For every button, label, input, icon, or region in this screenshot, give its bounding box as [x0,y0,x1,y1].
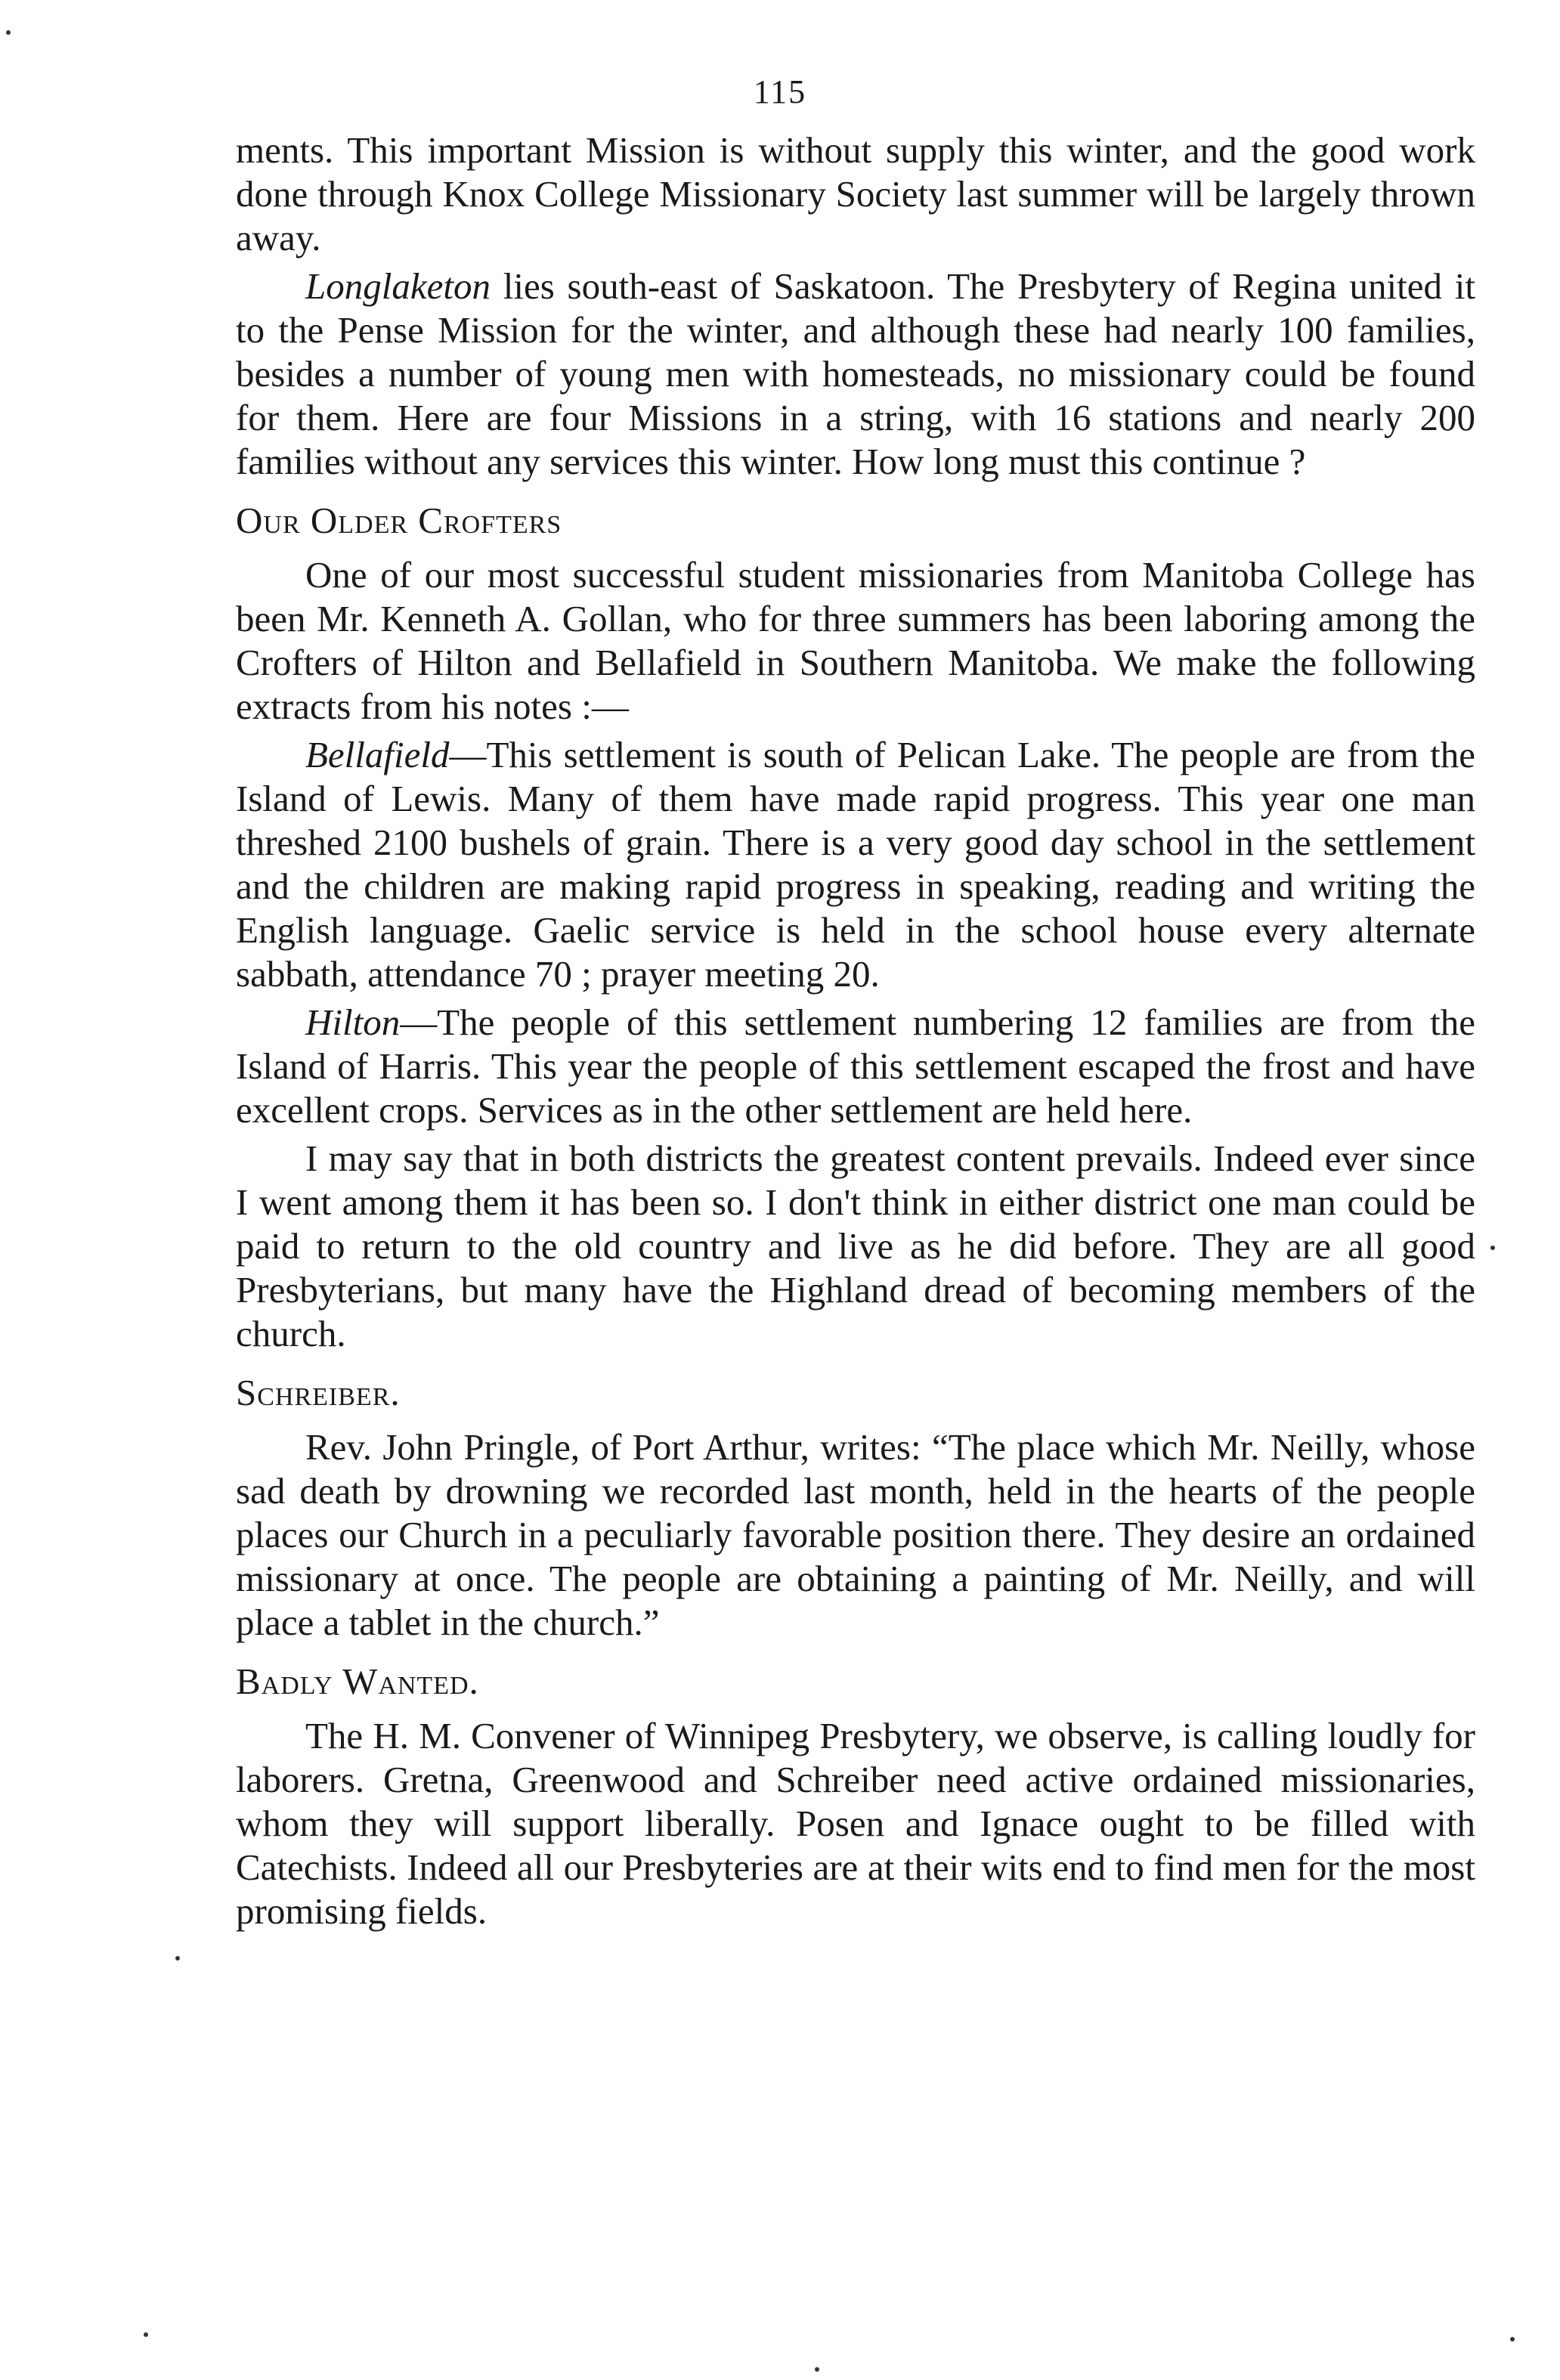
section-heading-older-crofters: Our Older Crofters [236,500,562,541]
place-name-hilton: Hilton [305,1001,401,1043]
paragraph-text: I may say that in both districts the greatest content prevails. Indeed ever since I went among them it has been so. I don't think in either district one man could be paid to return to the old country and live as he did before. They are all good Presbyterians, but many have the Highland dread of becoming members of the church. [236,1137,1475,1354]
paragraph-pringle [236,1425,1475,1645]
paragraph-content [236,1137,1475,1356]
paragraph-bellafield [236,733,1475,996]
paragraph-text: The H. M. Convener of Winnipeg Presbytery, we observe, is calling loudly for laborers. Gretna, Greenwood and Schreiber need active ordained missionaries, whom they will support liberally. Posen and Ignace ought to be filled with Catechists. Indeed all our Presbyteries are at their wits end to find men for the most promising fields. [236,1715,1475,1932]
paragraph-longlaketon [236,265,1475,484]
paragraph-continuation [236,128,1475,260]
section-heading-schreiber: Schreiber. [236,1372,401,1413]
section-heading-badly-wanted: Badly Wanted. [236,1660,479,1702]
page-number: 115 [753,73,807,110]
paragraph-text: —The people of this settlement numbering 12 families are from the Island of Harris. This year the people of this settlement escaped the frost and have excellent crops. Services as in the other settlement are held here. [236,1001,1475,1131]
paragraph-text: —This settlement is south of Pelican Lake. The people are from the Island of Lewis. Many of them have made rapid progress. This year one man threshed 2100 bushels of grain. There is a very good day school in the settlement and the children are making rapid progress in speaking, reading and writing the English language. Gaelic service is held in the school house every alternate sabbath, attendance 70 ; prayer meeting 20. [236,734,1475,995]
scan-speck [1490,1246,1495,1250]
paragraph-text: ments. This important Mission is without supply this winter, and the good work done through Knox College Missionary Society last summer will be largely thrown away. [236,129,1475,258]
scan-speck [815,2367,819,2372]
paragraph-hilton [236,1001,1475,1132]
paragraph-text: Rev. John Pringle, of Port Arthur, writes: “The place which Mr. Neilly, whose sad death by drowning we recorded last month, held in the hearts of the people places our Church in a peculiarly favorable position there. They desire an ordained missionary at once. The people are obtaining a painting of Mr. Neilly, and will place a tablet in the church.” [236,1426,1475,1643]
paragraph-text: lies south-east of Saskatoon. The Presbytery of Regina united it to the Pense Mission for the winter, and although these had nearly 100 families, besides a number of young men with homesteads, no missionary could be found for them. Here are four Missions in a string, with 16 stations and nearly 200 families without any services this winter. How long must this continue ? [236,265,1475,482]
scan-speck [175,1956,180,1961]
place-name-bellafield: Bellafield [305,734,450,775]
place-name-longlaketon: Longlaketon [305,265,491,307]
paragraph-text: One of our most successful student missionaries from Manitoba College has been Mr. Kenneth A. Gollan, who for three summers has been laboring among the Crofters of Hilton and Bellafield in Southern Manitoba. We make the following extracts from his notes :— [236,554,1475,727]
paragraph-gollan [236,553,1475,729]
scan-speck [144,2332,148,2337]
scan-speck [1510,2337,1515,2341]
scan-speck [6,30,11,35]
paragraph-convener [236,1714,1475,1933]
text-column [236,128,1475,1938]
